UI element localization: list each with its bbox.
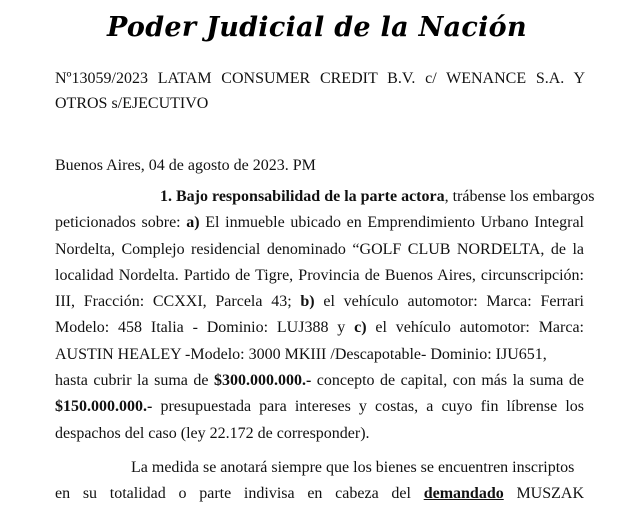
p1-line-5-c: el vehículo automotor: Marca: Ferrari bbox=[314, 293, 584, 311]
p1-line-1 bbox=[55, 184, 595, 210]
p1-line-5 bbox=[55, 289, 584, 315]
p1-line-2-c: El inmueble ubicado en Emprendimiento Urbano Integral bbox=[199, 214, 585, 232]
p1-line-8-a: hasta cubrir la suma de bbox=[55, 372, 214, 390]
p1-item-a-marker: a) bbox=[186, 214, 200, 232]
capital-amount: $300.000.000.- bbox=[213, 372, 312, 390]
p1-line-3: Nordelta, Complejo residencial denominado “GOLF CLUB NORDELTA, de la bbox=[55, 240, 584, 258]
p1-line-9 bbox=[55, 394, 584, 420]
p1-bold-lead: 1. Bajo responsabilidad de la parte actora bbox=[160, 188, 445, 205]
case-title-line-1: Nº13059/2023 LATAM CONSUMER CREDIT B.V. c/ WENANCE S.A. Y bbox=[55, 70, 585, 87]
costs-amount: $150.000.000.- bbox=[55, 398, 153, 416]
p1-line-5-a: III, Fracción: CCXXI, Parcela 43; bbox=[55, 293, 301, 311]
p1-line-6-a: Modelo: 458 Italia - Dominio: LUJ388 y bbox=[55, 319, 355, 337]
p1-line-2 bbox=[55, 210, 584, 236]
p2-line-2-c: MUSZAK bbox=[503, 485, 585, 503]
p2-line-2-a: en su totalidad o parte indivisa en cabeza del bbox=[55, 485, 424, 503]
p1-line-10: despachos del caso (ley 22.172 de corresponder). bbox=[55, 424, 370, 442]
p1-line-8 bbox=[55, 368, 584, 394]
p1-line-8-c: concepto de capital, con más la suma de bbox=[311, 372, 584, 390]
letterhead-title: Poder Judicial de la Nación bbox=[107, 12, 527, 43]
date-line: Buenos Aires, 04 de agosto de 2023. PM bbox=[55, 157, 316, 174]
p1-line-1-rest: , trábense los embargos bbox=[444, 188, 595, 205]
p2-line-1: La medida se anotará siempre que los bienes se encuentren inscriptos bbox=[131, 459, 575, 476]
paragraph-1 bbox=[55, 184, 595, 447]
p1-line-6 bbox=[55, 315, 584, 341]
demandado-term: demandado bbox=[423, 485, 504, 503]
p1-line-2-a: peticionados sobre: bbox=[55, 214, 187, 232]
p1-line-9-b: presupuestada para intereses y costas, a cuyo fin líbrense los bbox=[152, 398, 584, 416]
p1-line-6-c: el vehículo automotor: Marca: bbox=[366, 319, 584, 337]
p1-line-4: localidad Nordelta. Partido de Tigre, Provincia de Buenos Aires, circunscripción: bbox=[55, 266, 584, 284]
paragraph-2 bbox=[55, 455, 584, 508]
p1-item-b-marker: b) bbox=[300, 293, 315, 311]
p1-line-7: AUSTIN HEALEY -Modelo: 3000 MKIII /Descapotable- Dominio: IJU651, bbox=[55, 345, 547, 363]
p1-item-c-marker: c) bbox=[354, 319, 367, 337]
p2-line-2 bbox=[55, 481, 584, 507]
case-title bbox=[55, 66, 585, 116]
case-title-line-2: OTROS s/EJECUTIVO bbox=[55, 95, 209, 112]
